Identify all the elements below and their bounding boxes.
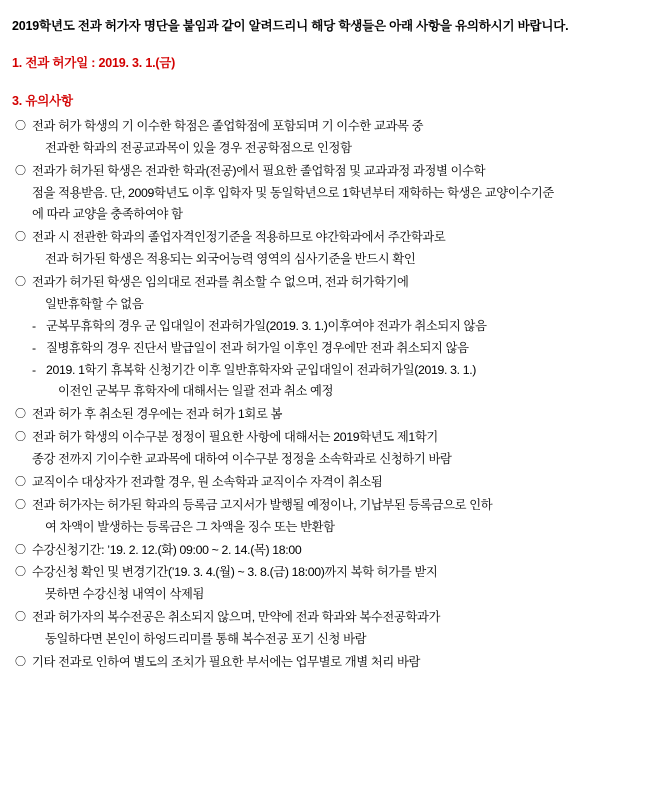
circle-bullet-icon: 〇 <box>15 498 26 511</box>
list-item-line: 기타 전과로 인하여 별도의 조치가 필요한 부서에는 업무별로 개별 처리 바람 <box>32 654 421 669</box>
list-item-line: 여 차액이 발생하는 등록금은 그 차액을 징수 또는 반환함 <box>45 519 335 534</box>
dash-bullet-icon: - <box>32 362 36 377</box>
list-item-line: 전과 허가 학생의 이수구분 정정이 필요한 사항에 대해서는 2019학년도 제1학기 <box>32 430 438 445</box>
circle-bullet-icon: 〇 <box>15 543 26 556</box>
list-item <box>12 227 633 271</box>
list-item-line: 전과한 학과의 전공교과목이 있을 경우 전공학점으로 인정함 <box>45 140 352 155</box>
sub-list-item-line: 군복무휴학의 경우 군 입대일이 전과허가일(2019. 3. 1.)이후여야 전과가 취소되지 않음 <box>46 318 487 333</box>
list-item <box>12 427 633 471</box>
list-item <box>12 272 633 403</box>
list-item <box>12 540 633 562</box>
list-item <box>12 472 633 494</box>
list-item-line: 전과 허가 학생의 기 이수한 학점은 졸업학점에 포함되며 기 이수한 교과목 중 <box>32 118 424 133</box>
sub-list-item-line: 2019. 1학기 휴복학 신청기간 이후 일반휴학자와 군입대일이 전과허가일(2019. 3. 1.) <box>46 362 477 377</box>
section-heading-1 <box>12 52 633 76</box>
circle-bullet-icon: 〇 <box>15 431 26 444</box>
section-heading-3 <box>12 90 633 114</box>
list-item-line: 전과 허가자는 허가된 학과의 등록금 고지서가 발행될 예정이나, 기납부된 등록금으로 인하 <box>32 497 493 512</box>
list-item-line: 종강 전까지 기이수한 교과목에 대하여 이수구분 정정을 소속학과로 신청하기 바람 <box>32 452 452 466</box>
section-title-3: 유의사항 <box>25 94 73 109</box>
list-item-line: 전과 시 전관한 학과의 졸업자격인정기준을 적용하므로 야간학과에서 주간학과로 <box>32 230 446 245</box>
circle-bullet-icon: 〇 <box>15 276 26 288</box>
circle-bullet-icon: 〇 <box>15 655 26 668</box>
dash-bullet-icon: - <box>32 340 36 355</box>
list-item <box>12 161 633 227</box>
sub-list <box>32 316 633 404</box>
circle-bullet-icon: 〇 <box>15 119 26 132</box>
list-item-line: 전과가 허가된 학생은 임의대로 전과를 취소할 수 없으며, 전과 허가학기에 <box>32 275 409 289</box>
section-number-1: 1. <box>12 56 23 71</box>
circle-bullet-icon: 〇 <box>15 566 26 579</box>
list-item <box>12 607 633 651</box>
list-item-line: 수강신청기간: ’19. 2. 12.(화) 09:00 ~ 2. 14.(목) 18:00 <box>32 542 302 557</box>
circle-bullet-icon: 〇 <box>15 164 26 177</box>
dash-bullet-icon: - <box>32 318 36 333</box>
list-item-line: 일반휴학할 수 없음 <box>45 296 144 311</box>
list-item-line: 전과가 허가된 학생은 전과한 학과(전공)에서 필요한 졸업학점 및 교과과정 과정별 이수학 <box>32 163 486 178</box>
sub-list-item-line: 질병휴학의 경우 진단서 발급일이 전과 허가일 이후인 경우에만 전과 취소되지 않음 <box>46 340 469 355</box>
list-item-line: 점을 적용받음. 단, 2009학년도 이후 입학자 및 동일학년으로 1학년부터 재학하는 학생은 교양이수기준 <box>32 185 554 200</box>
list-item-line: 전과 허가자의 복수전공은 취소되지 않으며, 만약에 전과 학과와 복수전공학과가 <box>32 610 441 625</box>
circle-bullet-icon: 〇 <box>15 475 26 488</box>
section-number-3: 3. <box>12 94 23 109</box>
list-item-line: 전과 허가된 학생은 적용되는 외국어능력 영역의 심사기준을 반드시 확인 <box>45 252 416 267</box>
list-item-line: 에 따라 교양을 충족하여야 함 <box>32 207 183 222</box>
section-title-1: 전과 허가일 : 2019. 3. 1.(금) <box>25 56 176 71</box>
circle-bullet-icon: 〇 <box>15 408 26 421</box>
list-item-line: 교직이수 대상자가 전과할 경우, 원 소속학과 교직이수 자격이 취소됨 <box>32 474 383 489</box>
sub-list-item <box>32 338 633 360</box>
list-item <box>12 495 633 539</box>
notice-list <box>12 116 633 674</box>
circle-bullet-icon: 〇 <box>15 611 26 624</box>
list-item <box>12 116 633 160</box>
list-item-line: 동일하다면 본인이 하엉드리미를 통해 복수전공 포기 신청 바람 <box>45 632 367 646</box>
list-item-line: 수강신청 확인 및 변경기간(’19. 3. 4.(월) ~ 3. 8.(금) 18:00)까지 복학 허가를 받지 <box>32 565 438 580</box>
list-item-line: 전과 허가 후 취소된 경우에는 전과 허가 1회로 봄 <box>32 407 283 422</box>
intro-paragraph: 2019학년도 전과 허가자 명단을 붙임과 같이 알려드리니 해당 학생들은 아래 사항을 유의하시기 바랍니다. <box>12 19 569 33</box>
circle-bullet-icon: 〇 <box>15 231 26 244</box>
list-item <box>12 652 633 674</box>
sub-list-item <box>32 360 633 404</box>
list-item-line: 못하면 수강신청 내역이 삭제됨 <box>45 587 205 602</box>
sub-list-item <box>32 316 633 338</box>
sub-list-item-line: 이전인 군복무 휴학자에 대해서는 일괄 전과 취소 예정 <box>58 384 334 399</box>
list-item <box>12 562 633 606</box>
list-item <box>12 404 633 426</box>
